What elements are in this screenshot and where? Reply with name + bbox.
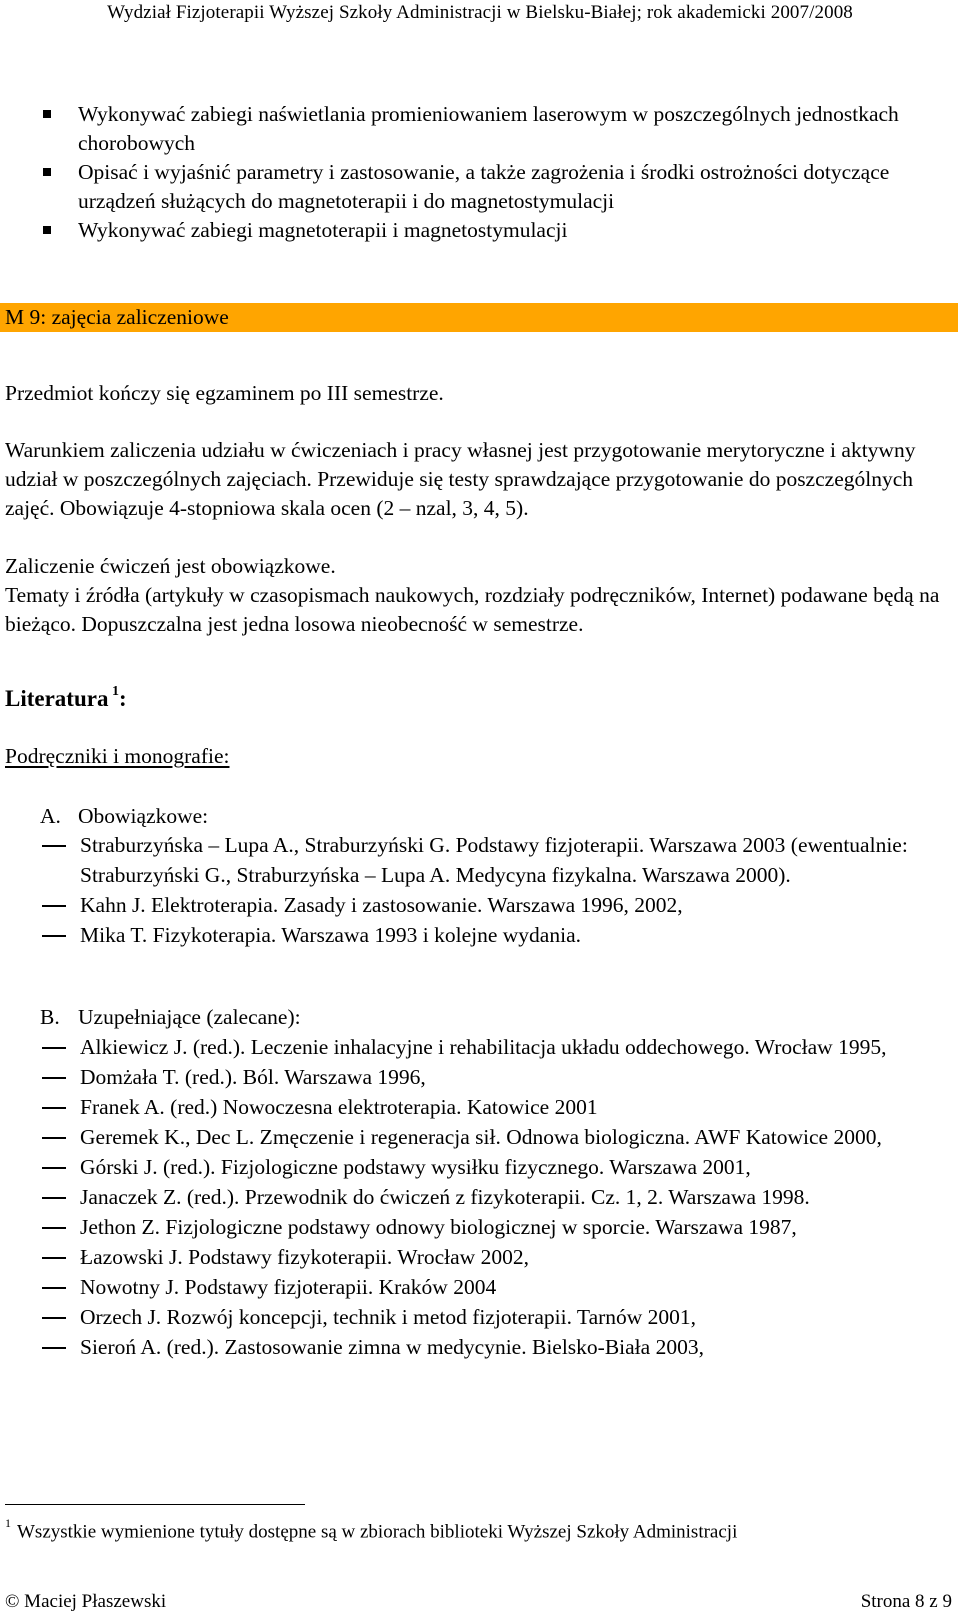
textbooks-subheading: Podręczniki i monografie: <box>5 744 230 768</box>
list-item-text: Janaczek Z. (red.). Przewodnik do ćwiczeń z fizykoterapii. Cz. 1, 2. Warszawa 1998. <box>80 1185 810 1209</box>
list-item <box>40 1152 950 1182</box>
list-item-text: Mika T. Fizykoterapia. Warszawa 1993 i kolejne wydania. <box>80 923 581 947</box>
list-item <box>40 100 940 158</box>
list-item-text: Łazowski J. Podstawy fizykoterapii. Wrocław 2002, <box>80 1245 529 1269</box>
exam-paragraph: Przedmiot kończy się egzaminem po III semestrze. <box>5 381 444 405</box>
list-item <box>40 216 940 245</box>
dash-bullet-icon <box>42 935 66 937</box>
section-bar <box>0 303 958 332</box>
page-header: Wydział Fizjoterapii Wyższej Szkoły Administracji w Bielsku-Białej; rok akademicki 2007/2008 <box>107 2 853 23</box>
square-bullet-icon <box>43 226 51 234</box>
list-item <box>40 1062 950 1092</box>
dash-bullet-icon <box>42 1197 66 1199</box>
list-item <box>40 1242 950 1272</box>
footer-page-number: Strona 8 z 9 <box>860 1591 952 1612</box>
list-item-text: Orzech J. Rozwój koncepcji, technik i metod fizjoterapii. Tarnów 2001, <box>80 1305 697 1329</box>
footnote-reference: 1 <box>111 684 119 700</box>
list-item-text: Kahn J. Elektroterapia. Zasady i zastosowanie. Warszawa 1996, 2002, <box>80 893 683 917</box>
list-item <box>40 1092 950 1122</box>
dash-bullet-icon <box>42 1227 66 1229</box>
dash-bullet-icon <box>42 1287 66 1289</box>
dash-bullet-icon <box>42 1347 66 1349</box>
list-item <box>40 830 950 890</box>
list-item <box>40 890 950 920</box>
footer-author: © Maciej Płaszewski <box>5 1591 167 1612</box>
footnote-number: 1 <box>5 1516 11 1530</box>
section-a-label <box>40 802 208 831</box>
dash-bullet-icon <box>42 845 66 847</box>
literature-heading <box>5 686 127 712</box>
section-a-letter: A. <box>40 804 61 828</box>
list-item-text: Domżała T. (red.). Ból. Warszawa 1996, <box>80 1065 426 1089</box>
footnote-text: Wszystkie wymienione tytuły dostępne są w zbiorach biblioteki Wyższej Szkoły Administracji <box>17 1521 738 1543</box>
list-item-text: Wykonywać zabiegi naświetlania promieniowaniem laserowym w poszczególnych jednostkach chorobowych <box>78 102 899 155</box>
list-item-text: Franek A. (red.) Nowoczesna elektroterapia. Katowice 2001 <box>80 1095 598 1119</box>
square-bullet-icon <box>43 168 51 176</box>
list-item-text: Jethon Z. Fizjologiczne podstawy odnowy biologicznej w sporcie. Warszawa 1987, <box>80 1215 797 1239</box>
list-item-text: Alkiewicz J. (red.). Leczenie inhalacyjne i rehabilitacja układu oddechowego. Wrocław 1995, <box>80 1035 887 1059</box>
recommended-literature-list <box>40 1032 950 1362</box>
dash-bullet-icon <box>42 1107 66 1109</box>
footnote-divider <box>5 1504 305 1505</box>
section-b-title: Uzupełniające (zalecane): <box>78 1005 301 1029</box>
list-item <box>40 920 950 950</box>
list-item <box>40 1332 950 1362</box>
list-item <box>40 1212 950 1242</box>
list-item-text: Sieroń A. (red.). Zastosowanie zimna w medycynie. Bielsko-Biała 2003, <box>80 1335 704 1359</box>
learning-outcomes-list <box>40 100 940 245</box>
section-a-title: Obowiązkowe: <box>78 804 209 828</box>
square-bullet-icon <box>43 110 51 118</box>
list-item-text: Wykonywać zabiegi magnetoterapii i magnetostymulacji <box>78 218 568 242</box>
dash-bullet-icon <box>42 1257 66 1259</box>
list-item <box>40 1302 950 1332</box>
dash-bullet-icon <box>42 1047 66 1049</box>
list-item <box>40 1182 950 1212</box>
footnote <box>5 1514 737 1544</box>
literature-heading-text: Literatura <box>5 686 109 711</box>
dash-bullet-icon <box>42 905 66 907</box>
list-item <box>40 1122 950 1152</box>
section-b-label <box>40 1003 301 1032</box>
list-item-text: Straburzyńska – Lupa A., Straburzyński G. Podstawy fizjoterapii. Warszawa 2003 (ewentualnie: Straburzyński G., Straburzyńska – Lupa A. Medycyna fizykalna. Warszawa 2000). <box>80 833 908 887</box>
literature-heading-suffix: : <box>118 686 127 711</box>
list-item-text: Górski J. (red.). Fizjologiczne podstawy wysiłku fizycznego. Warszawa 2001, <box>80 1155 751 1179</box>
list-item-text: Opisać i wyjaśnić parametry i zastosowanie, a także zagrożenia i środki ostrożności dotyczące urządzeń służących do magnetoterapii i do magnetostymulacji <box>78 160 890 213</box>
list-item <box>40 1032 950 1062</box>
dash-bullet-icon <box>42 1167 66 1169</box>
dash-bullet-icon <box>42 1317 66 1319</box>
mandatory-literature-list <box>40 830 950 950</box>
list-item <box>40 158 940 216</box>
section-title: M 9: zajęcia zaliczeniowe <box>5 305 229 329</box>
list-item-text: Geremek K., Dec L. Zmęczenie i regeneracja sił. Odnowa biologiczna. AWF Katowice 2000, <box>80 1125 882 1149</box>
list-item-text: Nowotny J. Podstawy fizjoterapii. Kraków 2004 <box>80 1275 497 1299</box>
topics-paragraph: Tematy i źródła (artykuły w czasopismach naukowych, rozdziały podręczników, Internet) podawane będą na bieżąco. Dopuszczalna jest jedna losowa nieobecność w semestrze. <box>5 583 940 636</box>
list-item <box>40 1272 950 1302</box>
mandatory-paragraph: Zaliczenie ćwiczeń jest obowiązkowe. <box>5 554 336 578</box>
section-b-letter: B. <box>40 1005 60 1029</box>
dash-bullet-icon <box>42 1137 66 1139</box>
dash-bullet-icon <box>42 1077 66 1079</box>
conditions-paragraph: Warunkiem zaliczenia udziału w ćwiczeniach i pracy własnej jest przygotowanie merytoryczne i aktywny udział w poszczególnych zajęciach. Przewiduje się testy sprawdzające przygotowanie do poszczególnych zajęć. Obowiązuje 4-stopniowa skala ocen (2 – nzal, 3, 4, 5). <box>5 438 916 520</box>
